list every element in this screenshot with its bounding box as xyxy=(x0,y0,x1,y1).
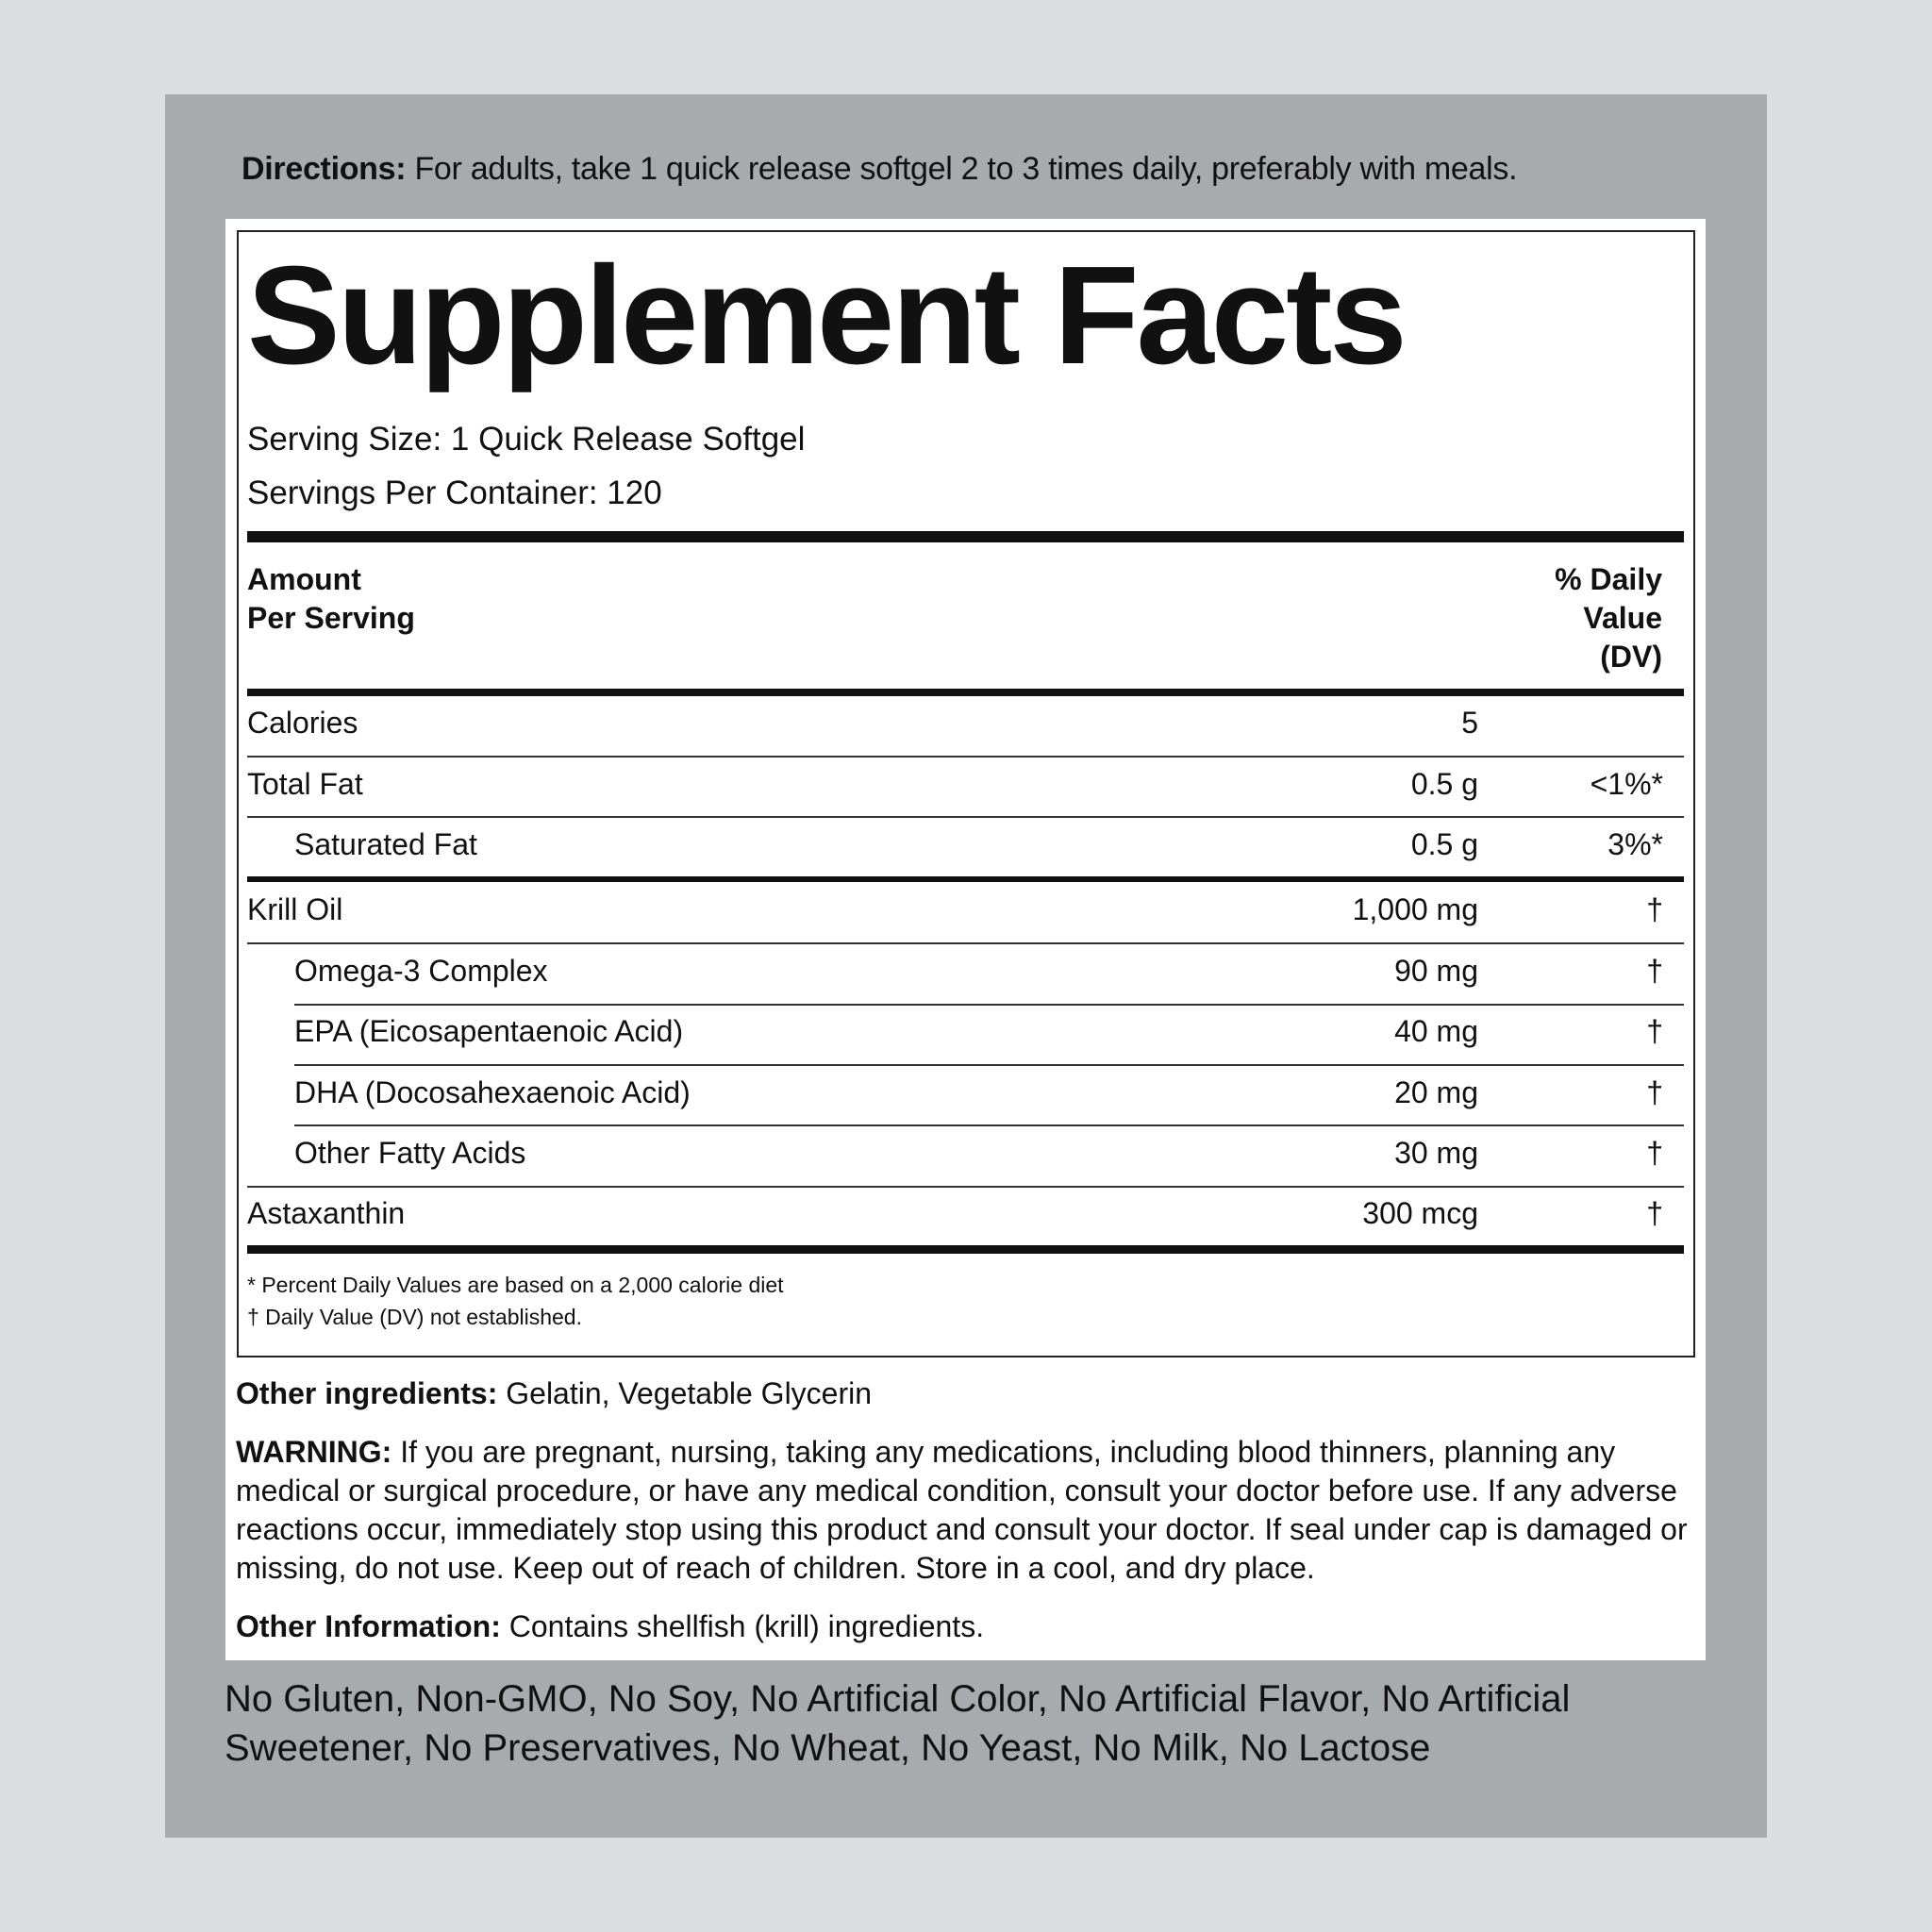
directions-body: For adults, take 1 quick release softgel 2 to 3 times daily, preferably with meals. xyxy=(406,151,1518,187)
header-value: Value xyxy=(1583,601,1662,635)
nutrient-dv: † xyxy=(1646,1075,1663,1109)
row-divider xyxy=(294,1064,1684,1066)
footnote-dv-not-established: † Daily Value (DV) not established. xyxy=(247,1305,582,1329)
table-row xyxy=(247,1012,1684,1050)
nutrient-amount: 90 mg xyxy=(1394,954,1478,988)
row-divider xyxy=(247,942,1684,944)
warning-text: If you are pregnant, nursing, taking any medications, including blood thinners, planning any medical or surgical procedure, or have any medical condition, consult your doctor before use. If any adverse reactions occur, immediately stop using this product and consult your doctor. If seal under cap is damaged or missing, do not use. Keep out of reach of children. Store in a cool, and dry place. xyxy=(236,1435,1688,1585)
amount-per-serving-header xyxy=(247,560,415,638)
nutrient-name: Other Fatty Acids xyxy=(294,1136,526,1170)
nutrient-amount: 0.5 g xyxy=(1410,767,1478,801)
other-ingredients-label: Other ingredients: xyxy=(236,1376,498,1410)
nutrient-dv: † xyxy=(1646,954,1663,988)
nutrient-name: Omega-3 Complex xyxy=(294,954,548,988)
nutrient-name: Calories xyxy=(247,706,358,740)
row-divider xyxy=(294,1004,1684,1006)
nutrient-amount: 30 mg xyxy=(1394,1136,1478,1170)
nutrient-amount: 0.5 g xyxy=(1410,827,1478,861)
bottom-divider xyxy=(247,1245,1684,1254)
table-row xyxy=(247,825,1684,863)
warning xyxy=(236,1433,1689,1588)
table-row xyxy=(247,952,1684,990)
section-divider xyxy=(247,876,1684,882)
header-divider xyxy=(247,689,1684,696)
header-daily: % Daily xyxy=(1555,562,1662,596)
nutrient-dv: † xyxy=(1646,1136,1663,1170)
nutrient-amount: 5 xyxy=(1461,706,1478,740)
table-row xyxy=(247,704,1684,741)
free-from-claims: No Gluten, Non-GMO, No Soy, No Artificial Color, No Artificial Flavor, No Artificial Sweetener, No Preservatives, No Wheat, No Yeast, No Milk, No Lactose xyxy=(225,1678,1571,1769)
nutrient-dv: † xyxy=(1646,892,1663,926)
nutrient-amount: 20 mg xyxy=(1394,1075,1478,1109)
directions-text xyxy=(242,151,1517,188)
directions-label: Directions: xyxy=(242,151,407,187)
header-per-serving: Per Serving xyxy=(247,601,415,635)
other-information-text: Contains shellfish (krill) ingredients. xyxy=(500,1609,985,1643)
other-ingredients-text: Gelatin, Vegetable Glycerin xyxy=(497,1376,873,1410)
nutrient-dv: † xyxy=(1646,1014,1663,1048)
thick-divider xyxy=(247,531,1684,542)
nutrient-name: DHA (Docosahexaenoic Acid) xyxy=(294,1075,691,1109)
supplement-facts-title: Supplement Facts xyxy=(247,238,1405,393)
nutrient-name: EPA (Eicosapentaenoic Acid) xyxy=(294,1014,684,1048)
warning-label: WARNING: xyxy=(236,1435,392,1469)
nutrient-amount: 300 mcg xyxy=(1362,1196,1478,1230)
daily-value-header xyxy=(1555,560,1662,676)
other-information xyxy=(236,1607,1689,1646)
header-dv: (DV) xyxy=(1600,640,1662,674)
table-row xyxy=(247,1134,1684,1172)
row-divider xyxy=(294,1124,1684,1126)
servings-per-container: Servings Per Container: 120 xyxy=(247,475,662,511)
footnote-daily-values: * Percent Daily Values are based on a 2,000 calorie diet xyxy=(247,1273,784,1297)
nutrient-dv: † xyxy=(1646,1196,1663,1230)
nutrient-amount: 1,000 mg xyxy=(1352,892,1478,926)
row-divider xyxy=(247,756,1684,758)
nutrient-dv: 3%* xyxy=(1607,827,1663,861)
nutrient-name: Saturated Fat xyxy=(294,827,477,861)
other-information-label: Other Information: xyxy=(236,1609,501,1643)
table-row xyxy=(247,1194,1684,1232)
header-amount: Amount xyxy=(247,562,361,596)
table-row xyxy=(247,765,1684,803)
table-row xyxy=(247,891,1684,928)
nutrient-name: Krill Oil xyxy=(247,892,343,926)
table-row xyxy=(247,1074,1684,1111)
nutrient-amount: 40 mg xyxy=(1394,1014,1478,1048)
row-divider xyxy=(247,1186,1684,1188)
nutrient-name: Astaxanthin xyxy=(247,1196,406,1230)
nutrient-dv: <1%* xyxy=(1590,767,1663,801)
nutrient-name: Total Fat xyxy=(247,767,363,801)
other-ingredients xyxy=(236,1374,1689,1413)
serving-size: Serving Size: 1 Quick Release Softgel xyxy=(247,421,806,458)
row-divider xyxy=(247,816,1684,818)
